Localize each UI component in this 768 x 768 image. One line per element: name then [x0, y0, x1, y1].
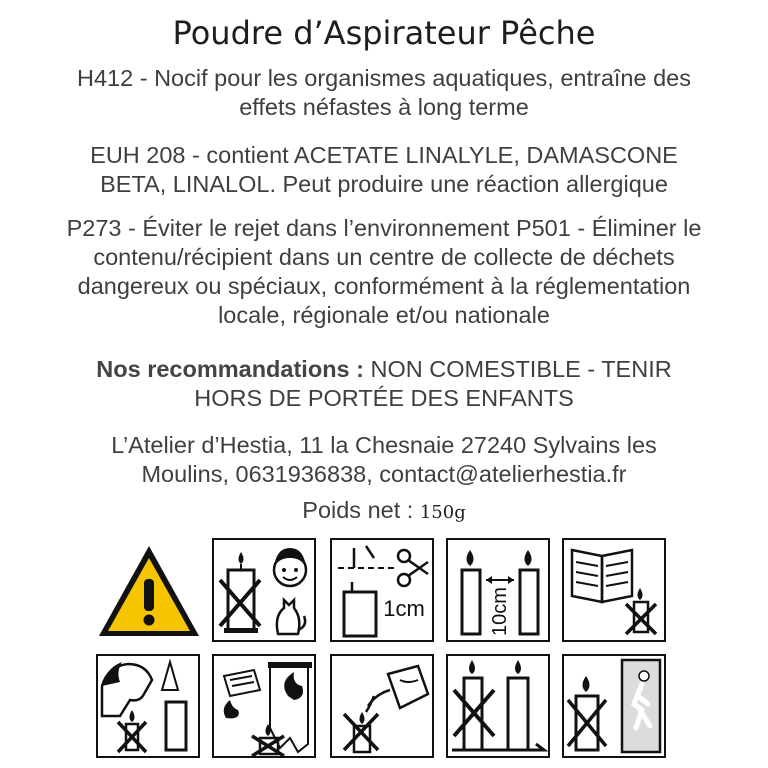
no-flammable-objects-icon	[212, 654, 316, 758]
euh208-line-2: BETA, LINALOL. Peut produire une réaction allergique	[100, 171, 668, 197]
product-title: Poudre d’Aspirateur Pêche	[172, 14, 596, 52]
h412-line-1: H412 - Nocif pour les organismes aquatiques, entraîne des	[77, 65, 691, 91]
spacing-distance-label: 10cm	[489, 587, 511, 636]
never-leave-unattended-icon	[562, 654, 666, 758]
recommendations	[0, 355, 768, 413]
p273-line-2: contenu/récipient dans un centre de collecte de déchets	[93, 244, 675, 270]
p273-line-1: P273 - Éviter le rejet dans l’environnement P501 - Éliminer le	[66, 215, 702, 241]
recommendations-line-1	[0, 355, 768, 384]
hazard-statement-euh208	[0, 141, 768, 199]
no-face-near-flame-icon	[96, 654, 200, 758]
net-weight-value: 150g	[419, 502, 466, 523]
recommendations-label: Nos recommandations :	[96, 356, 364, 382]
warning-triangle-icon	[96, 543, 202, 639]
wick-length-label: 1cm	[383, 596, 425, 621]
p273-line-4: locale, régionale et/ou nationale	[218, 302, 550, 328]
manufacturer-contact	[0, 431, 768, 489]
h412-line-2: effets néfastes à long terme	[239, 94, 529, 120]
euh208-line-1: EUH 208 - contient ACETATE LINALYLE, DAMASCONE	[90, 142, 678, 168]
no-candle-on-candle-icon	[446, 654, 550, 758]
no-water-on-flame-icon	[330, 654, 434, 758]
trim-wick-icon	[330, 538, 434, 642]
hazard-statement-h412	[0, 64, 768, 122]
candle-spacing-icon	[446, 538, 550, 642]
recommendations-text-1: NON COMESTIBLE - TENIR	[363, 356, 672, 382]
contact-line-2: Moulins, 0631936838, contact@atelierhestia.fr	[141, 461, 627, 487]
p273-line-3: dangereux ou spéciaux, conformément à la réglementation	[77, 273, 691, 299]
precaution-statement-p273-p501	[0, 214, 768, 330]
no-drafts-icon	[562, 538, 666, 642]
net-weight-label: Poids net :	[302, 497, 420, 523]
recommendations-text-2: HORS DE PORTÉE DES ENFANTS	[194, 385, 574, 411]
keep-away-children-pets-icon	[212, 538, 316, 642]
net-weight	[0, 497, 768, 524]
contact-line-1: L’Atelier d’Hestia, 11 la Chesnaie 27240 Sylvains les	[111, 432, 657, 458]
